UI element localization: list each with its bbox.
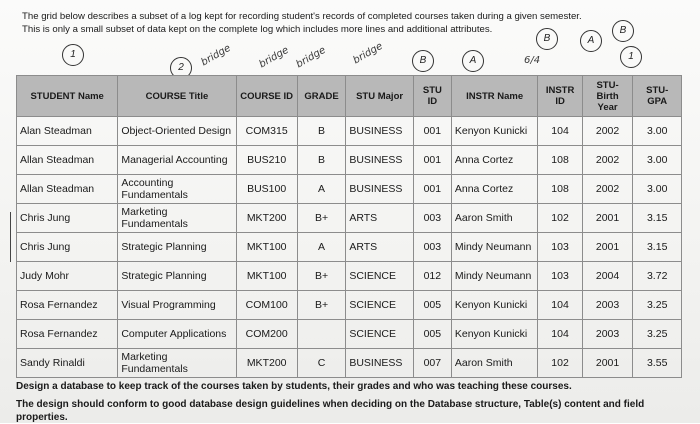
cell-stu-id: 005 [413,291,451,320]
cell-stu-id: 001 [413,117,451,146]
handwritten-circle-1: 1 [62,44,84,66]
cell-course-id: MKT200 [236,349,297,378]
cell-gpa: 3.25 [633,291,682,320]
table-header-row [17,76,682,117]
handwritten-scribble-4: bridge [351,40,385,67]
cell-birth-year: 2001 [582,349,633,378]
cell-course-title: Marketing Fundamentals [118,204,236,233]
cell-student-name: Chris Jung [17,204,118,233]
cell-course-id: MKT200 [236,204,297,233]
cell-instr-id: 108 [538,175,582,204]
cell-stu-id: 005 [413,320,451,349]
cell-birth-year: 2003 [582,320,633,349]
column-header: COURSE Title [118,76,236,117]
cell-gpa: 3.15 [633,233,682,262]
cell-instr-id: 104 [538,117,582,146]
table-row [17,320,682,349]
cell-student-name: Rosa Fernandez [17,291,118,320]
table-row [17,204,682,233]
cell-course-title: Managerial Accounting [118,146,236,175]
cell-course-title: Visual Programming [118,291,236,320]
cell-student-name: Allan Steadman [17,175,118,204]
cell-stu-id: 003 [413,204,451,233]
cell-grade [297,320,346,349]
table-row [17,233,682,262]
cell-student-name: Alan Steadman [17,117,118,146]
cell-stu-major: SCIENCE [346,320,414,349]
cell-student-name: Rosa Fernandez [17,320,118,349]
cell-gpa: 3.15 [633,204,682,233]
cell-gpa: 3.00 [633,117,682,146]
table-row [17,175,682,204]
column-header: STU Major [346,76,414,117]
cell-stu-major: SCIENCE [346,291,414,320]
cell-instr-id: 102 [538,204,582,233]
cell-instr-id: 103 [538,233,582,262]
cell-instr-id: 103 [538,262,582,291]
cell-stu-id: 012 [413,262,451,291]
cell-gpa: 3.72 [633,262,682,291]
cell-stu-id: 007 [413,349,451,378]
cell-instr-id: 108 [538,146,582,175]
cell-gpa: 3.25 [633,320,682,349]
cell-gpa: 3.00 [633,175,682,204]
cell-course-id: MKT100 [236,233,297,262]
cell-birth-year: 2002 [582,175,633,204]
cell-gpa: 3.55 [633,349,682,378]
cell-instr-name: Kenyon Kunicki [451,320,538,349]
column-header: INSTR Name [451,76,538,117]
handwritten-scribble-3: bridge [294,44,328,71]
cell-stu-id: 003 [413,233,451,262]
intro-line-2: This is only a small subset of data kept on the complete log which includes more lines and additional attributes. [22,24,493,35]
cell-stu-major: BUSINESS [346,175,414,204]
cell-course-title: Accounting Fundamentals [118,175,236,204]
column-header: GRADE [297,76,346,117]
cell-student-name: Judy Mohr [17,262,118,291]
cell-instr-name: Kenyon Kunicki [451,117,538,146]
handwritten-circle-5: B [536,28,558,50]
cell-instr-name: Mindy Neumann [451,233,538,262]
cell-birth-year: 2004 [582,262,633,291]
cell-course-title: Strategic Planning [118,262,236,291]
cell-course-title: Computer Applications [118,320,236,349]
cell-instr-name: Aaron Smith [451,349,538,378]
cell-grade: B+ [297,262,346,291]
handwritten-scribble-2: bridge [257,44,291,71]
cell-instr-id: 104 [538,291,582,320]
cell-stu-id: 001 [413,146,451,175]
cell-instr-name: Aaron Smith [451,204,538,233]
cell-course-id: COM100 [236,291,297,320]
table-row [17,117,682,146]
table-row [17,349,682,378]
cell-stu-major: BUSINESS [346,349,414,378]
cell-stu-major: ARTS [346,204,414,233]
cell-instr-name: Anna Cortez [451,175,538,204]
cell-student-name: Allan Steadman [17,146,118,175]
cell-stu-major: BUSINESS [346,117,414,146]
handwritten-note-near-instr-id: 6/4 [524,55,541,66]
cell-birth-year: 2002 [582,117,633,146]
handwritten-circle-3: B [412,50,434,72]
cell-course-title: Strategic Planning [118,233,236,262]
cell-instr-name: Kenyon Kunicki [451,291,538,320]
cell-birth-year: 2001 [582,204,633,233]
cell-course-id: COM315 [236,117,297,146]
cell-course-id: BUS210 [236,146,297,175]
cell-grade: B [297,117,346,146]
cell-student-name: Sandy Rinaldi [17,349,118,378]
cell-stu-major: BUSINESS [346,146,414,175]
cell-birth-year: 2001 [582,233,633,262]
column-header: STU ID [413,76,451,117]
handwritten-scribble-1: bridge [199,42,233,69]
cell-grade: B+ [297,291,346,320]
cell-instr-id: 102 [538,349,582,378]
handwritten-bracket-mark [10,212,11,262]
cell-grade: B+ [297,204,346,233]
cell-gpa: 3.00 [633,146,682,175]
column-header: STU-Birth Year [582,76,633,117]
assignment-instructions [16,380,696,424]
cell-course-id: BUS100 [236,175,297,204]
column-header: COURSE ID [236,76,297,117]
intro-line-1: The grid below describes a subset of a log kept for recording student's records of completed courses taken during a given semester. [22,11,582,22]
cell-course-title: Object-Oriented Design [118,117,236,146]
handwritten-circle-2: 2 [170,57,192,79]
cell-student-name: Chris Jung [17,233,118,262]
column-header: STUDENT Name [17,76,118,117]
instruction-line-2: The design should conform to good database design guidelines when deciding on the Database structure, Table(s) content and field properties. [16,399,645,423]
cell-course-id: COM200 [236,320,297,349]
cell-grade: C [297,349,346,378]
cell-grade: A [297,175,346,204]
handwritten-circle-8: 1 [620,46,642,68]
cell-grade: B [297,146,346,175]
cell-course-title: Marketing Fundamentals [118,349,236,378]
cell-stu-major: ARTS [346,233,414,262]
column-header: INSTR ID [538,76,582,117]
cell-birth-year: 2002 [582,146,633,175]
cell-grade: A [297,233,346,262]
instruction-line-1: Design a database to keep track of the courses taken by students, their grades and who was teaching these courses. [16,381,572,392]
handwritten-circle-6: A [580,30,602,52]
table-row [17,291,682,320]
column-header: STU-GPA [633,76,682,117]
cell-course-id: MKT100 [236,262,297,291]
cell-instr-name: Mindy Neumann [451,262,538,291]
cell-stu-id: 001 [413,175,451,204]
table-row [17,262,682,291]
cell-instr-name: Anna Cortez [451,146,538,175]
table-row [17,146,682,175]
course-log-table [16,75,682,378]
cell-birth-year: 2003 [582,291,633,320]
handwritten-circle-7: B [612,20,634,42]
handwritten-circle-4: A [462,50,484,72]
cell-instr-id: 104 [538,320,582,349]
cell-stu-major: SCIENCE [346,262,414,291]
